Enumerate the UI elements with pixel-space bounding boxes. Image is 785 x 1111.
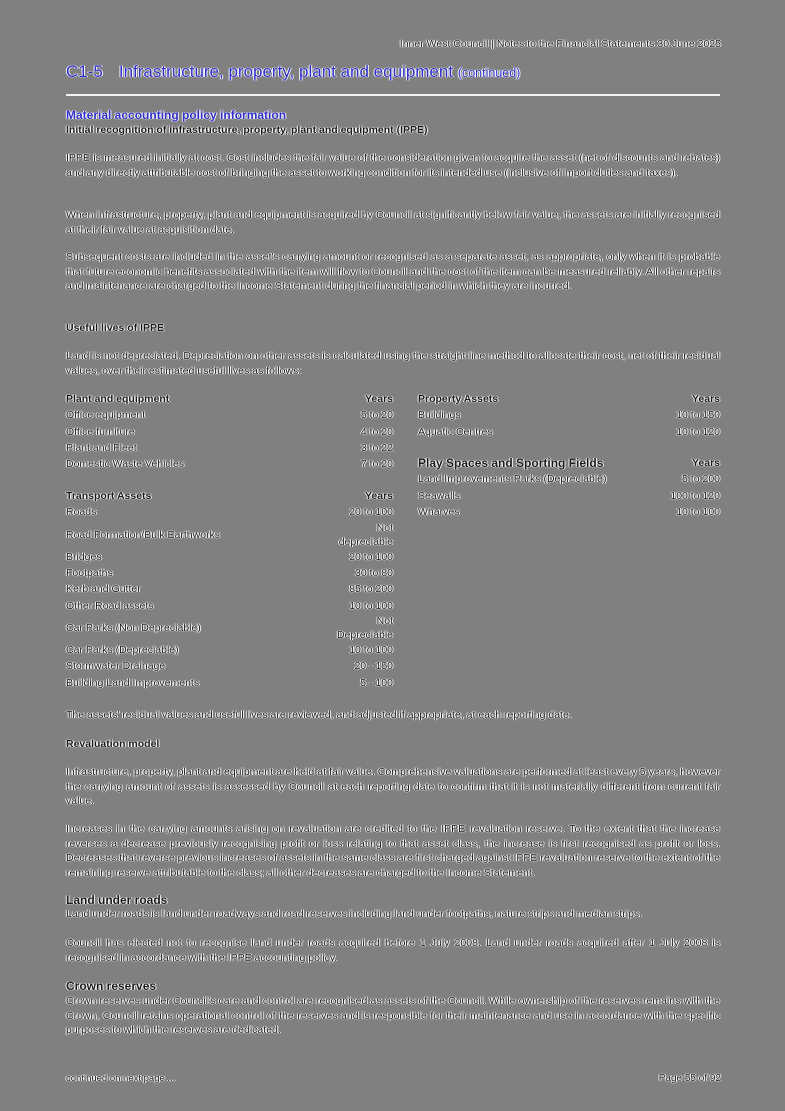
table-row: Car Parks (Depreciable) 10 to 100 <box>66 643 393 656</box>
plant-equipment-table <box>66 391 393 472</box>
policy-heading: Material accounting policy information <box>66 108 287 122</box>
property-assets-table <box>418 391 720 440</box>
useful-lives-heading: Useful lives of IPPE <box>66 322 165 334</box>
land-under-roads-paragraph-2: Council has elected not to recognise land under roads acquired before 1 July 2008. Land under roads acquired after 1 July 2008 is recognised in accordance with the IPPE accounting policy. <box>66 937 720 964</box>
note-title: Infrastructure, property, plant and equipment <box>118 62 454 81</box>
revaluation-paragraph-1: Infrastructure, property, plant and equipment are held at fair value. Comprehensive valuations are performed at least every 5 years, however the carrying amount of assets is assessed by Council at each reporting date to confirm that it is not materially different from current fair value. <box>66 766 720 807</box>
initial-recognition-heading: Initial recognition of infrastructure, property, plant and equipment (IPPE) <box>66 123 428 136</box>
table-row: Other Road assets 10 to 100 <box>66 599 393 612</box>
table-row: Kerb and Gutter 85 to 200 <box>66 583 393 596</box>
table-row: Road Formation/Bulk Earthworks Not depreciable <box>66 521 393 548</box>
table-row: Car Parks (Non Depreciable) Not Depreciable <box>66 614 393 641</box>
table-row: Building Land Improvements 5 - 100 <box>66 676 393 689</box>
table-row: Stormwater Drainage 20 - 150 <box>66 660 393 673</box>
land-under-roads-paragraph-1: Land under roads is land under roadways and road reserves including land under footpaths, nature strips and median strips. <box>66 908 643 920</box>
unit-heading: Years <box>364 393 393 406</box>
table-heading: Play Spaces and Sporting Fields <box>418 456 604 471</box>
revaluation-heading: Revaluation model <box>66 738 160 750</box>
table-row: Plant and Fleet 3 to 22 <box>66 442 393 455</box>
unit-heading: Years <box>691 393 720 406</box>
running-header: Inner West Council | Notes to the Financial Statements 30 June 2025 <box>399 38 721 50</box>
table-row: Bridges 20 to 100 <box>66 550 393 563</box>
policy-paragraph-2: When infrastructure, property, plant and equipment is acquired by Council at significantly below fair value, the assets are initially recognised at their fair value at acquisition date. <box>66 209 720 236</box>
table-row: Buildings 10 to 150 <box>418 409 720 422</box>
useful-lives-intro: Land is not depreciated. Depreciation on other assets is calculated using the straight-line method to allocate their cost, net of their residual values, over their estimated useful lives as follows: <box>66 350 720 377</box>
crown-reserves-paragraph: Crown reserves under Council's care and control are recognised as assets of the Council. While ownership of the reserves remains with the Crown, Council retains operational control of the reserves and is responsible for their maintenance and use in accordance with the specific purposes to which the reserves are dedicated. <box>66 995 720 1036</box>
policy-section <box>66 108 720 137</box>
continued-note: continued on next page ... <box>66 1073 176 1084</box>
table-row: Roads 20 to 100 <box>66 506 393 519</box>
transport-assets-table <box>66 488 393 691</box>
table-row: Aquatic Centres 10 to 120 <box>418 425 720 438</box>
table-heading: Transport Assets <box>66 490 152 503</box>
table-row: Seawalls 100 to 120 <box>418 489 720 502</box>
page-number: Page 55 of 92 <box>658 1073 721 1084</box>
play-spaces-table <box>418 455 720 520</box>
policy-paragraph-3: Subsequent costs are included in the asset's carrying amount or recognised as a separate asset, as appropriate, only when it is probable that future economic benefits associated with the item will flow to Council and the cost of the item can be measured reliably. All other repairs and maintenance are charged to the Income Statement during the financial period in which they are incurred. <box>66 251 720 292</box>
note-number: C1-5 <box>66 62 103 81</box>
revaluation-paragraph-2: Increases in the carrying amounts arising on revaluation are credited to the IPPE revaluation reserve. To the extent that the increase reverses a decrease previously recognising profit or loss relating to that asset class, the increase is first recognised as profit or loss. Decreases that reverse previous increases of assets in the same class are first charged against IPPE revaluation reserve to the extent of the remaining reserve attributable to the class; all other decreases are charged to the Income Statement. <box>66 823 720 879</box>
review-note: The assets' residual values and useful lives are reviewed, and adjusted if appropriate, at each reporting date. <box>66 709 572 721</box>
title-divider <box>66 94 720 96</box>
table-row: Domestic Waste Vehicles 7 to 20 <box>66 458 393 471</box>
continued-label: (continued) <box>457 66 521 80</box>
table-row: Wharves 10 to 100 <box>418 506 720 519</box>
table-row: Land Improvements Parks (Depreciable) 5 to 200 <box>418 473 720 486</box>
policy-paragraph-1: IPPE is measured initially at cost. Cost includes the fair value of the consideration given to acquire the asset (net of discounts and rebates) and any directly attributable cost of bringing the asset to working condition for its intended use (inclusive of import duties and taxes). <box>66 152 720 179</box>
table-row: Footpaths 30 to 80 <box>66 567 393 580</box>
page-title <box>66 62 520 82</box>
land-under-roads-heading: Land under roads <box>66 893 168 907</box>
unit-heading: Years <box>364 490 393 503</box>
crown-reserves-heading: Crown reserves <box>66 979 157 993</box>
unit-heading: Years <box>691 457 720 470</box>
table-heading: Plant and equipment <box>66 393 170 406</box>
table-heading: Property Assets <box>418 393 499 406</box>
table-row: Office equipment 5 to 20 <box>66 409 393 422</box>
table-row: Office furniture 4 to 20 <box>66 425 393 438</box>
